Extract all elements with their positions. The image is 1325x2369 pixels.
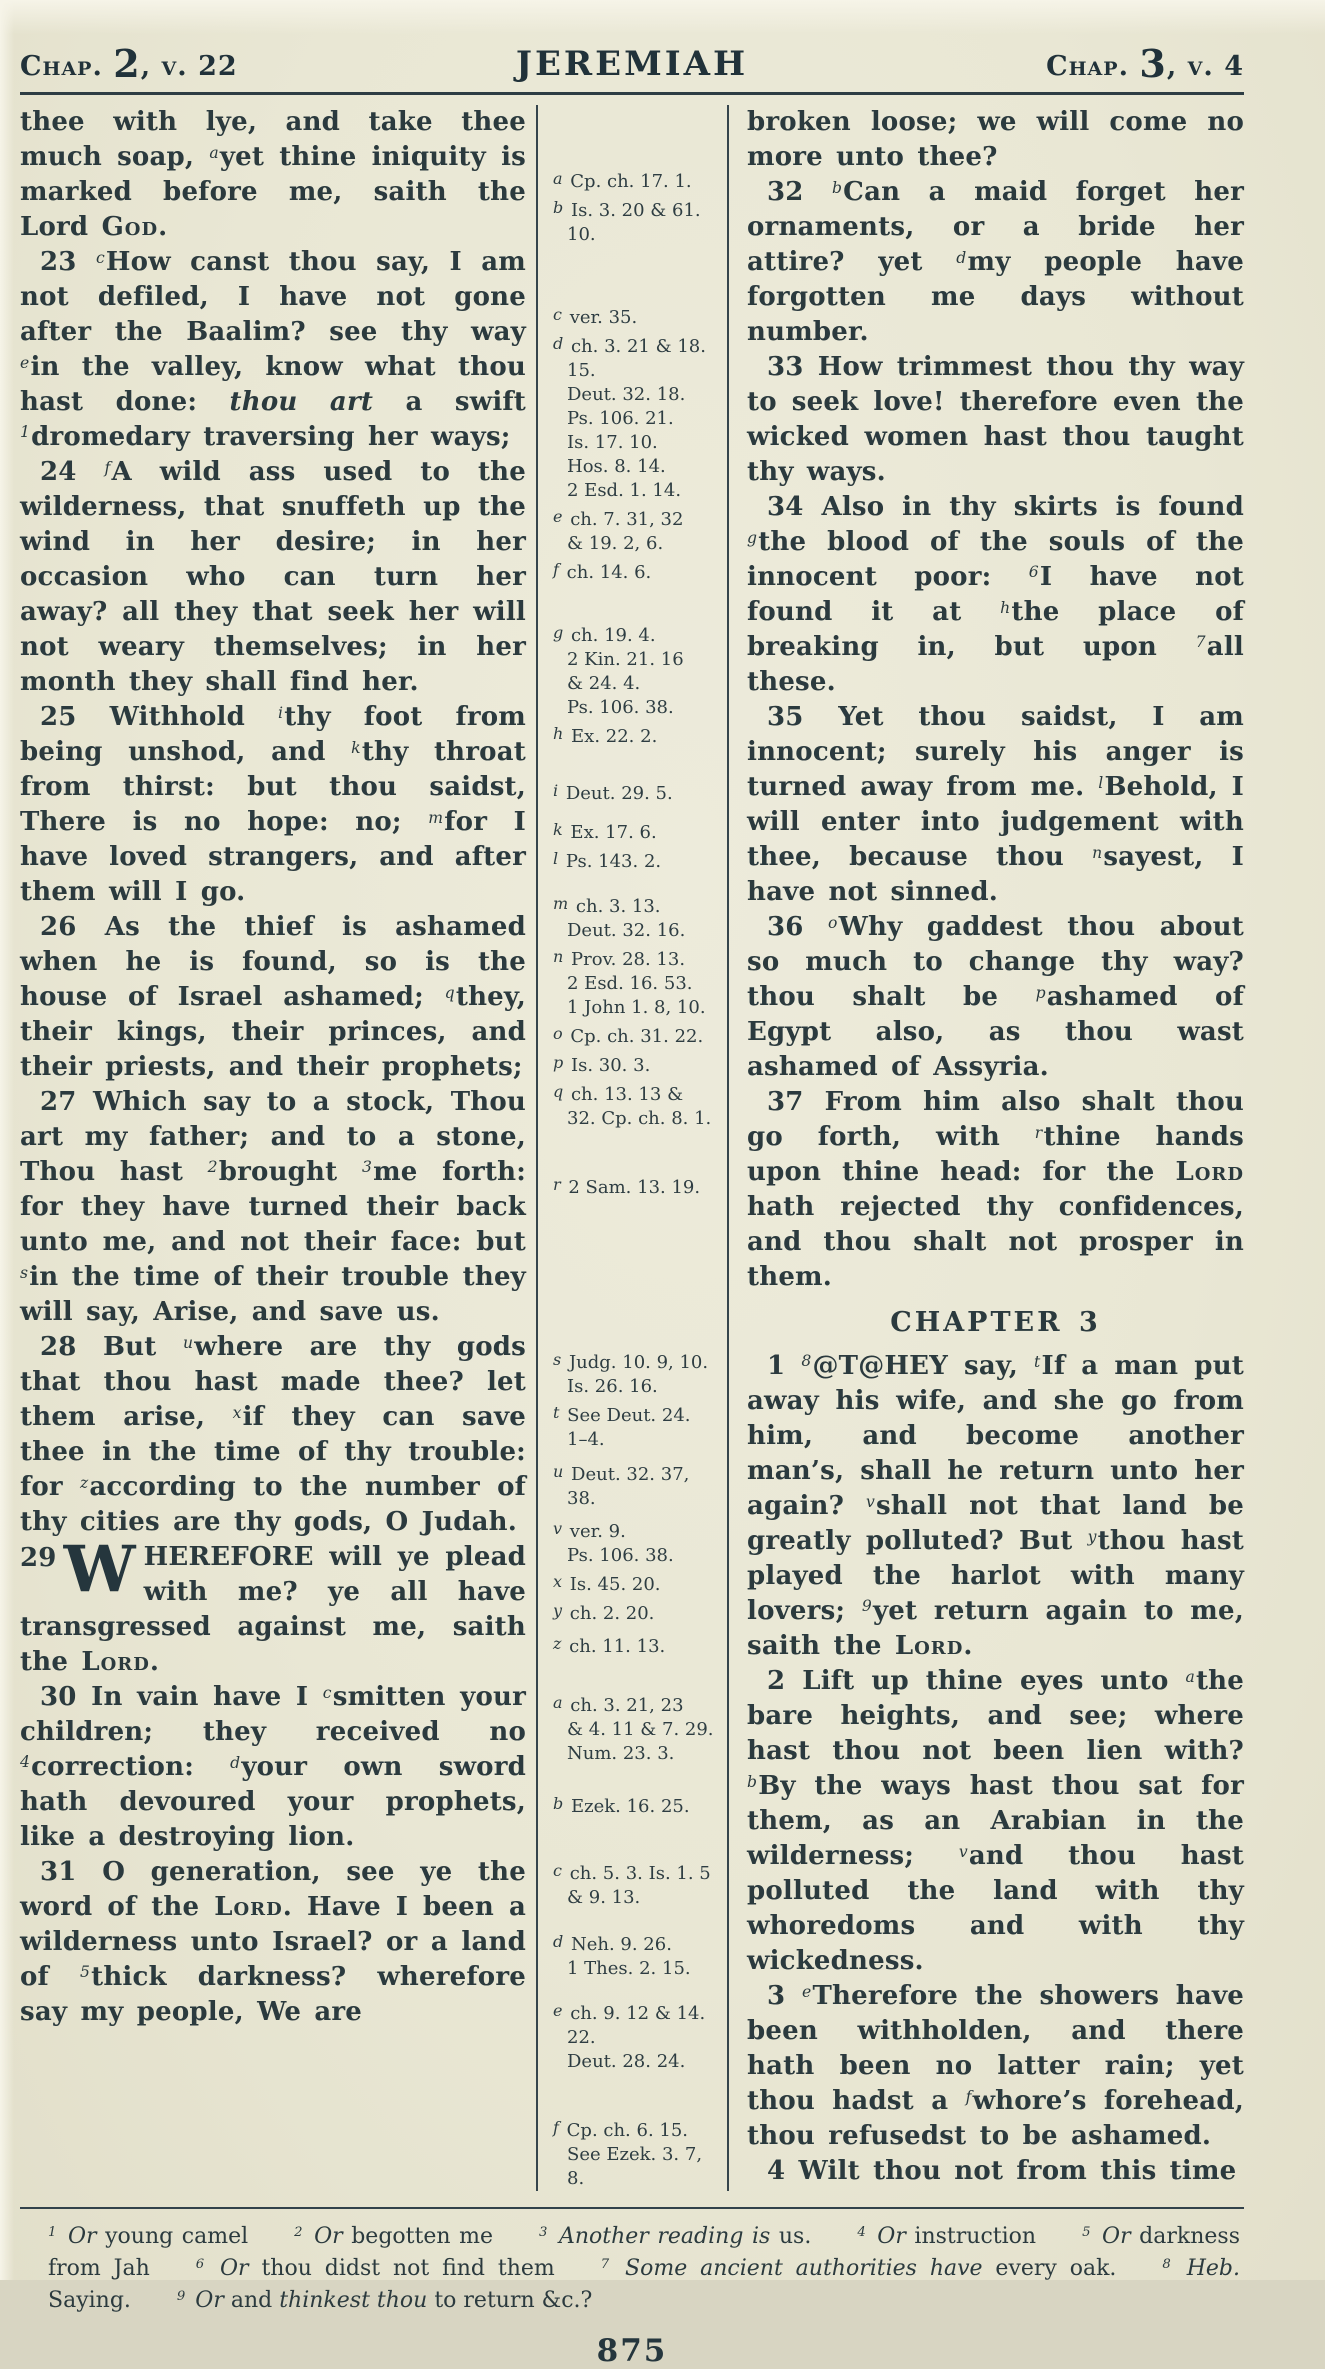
cross-reference-entry: e ch. 7. 31, 32 & 19. 2, 6. xyxy=(553,507,684,554)
verse-paragraph: 35 Yet thou saidst, I am innocent; surely his anger is turned away from me. $^l$Behold, I will enter into judgement with thee, because thou $^n$sayest, I have not sinned. xyxy=(747,702,1245,907)
cross-ref-letter: c xyxy=(553,1861,562,1880)
cross-ref-marker: r xyxy=(1034,1124,1043,1142)
cross-reference-entry: d ch. 3. 21 & 18. 15. Deut. 32. 18. Ps. 106. 21. Is. 17. 10. Hos. 8. 14. 2 Esd. 1. 14. xyxy=(553,334,706,501)
chapter-heading: CHAPTER 3 xyxy=(890,1307,1101,1338)
footnote-marker: 9 xyxy=(861,1597,872,1615)
cross-ref-letter: y xyxy=(553,1601,563,1620)
cross-reference-entry: n Prov. 28. 13. 2 Esd. 16. 53. 1 John 1. 8, 10. xyxy=(553,947,706,1018)
cross-ref-marker: b xyxy=(831,179,843,197)
cross-ref-letter: m xyxy=(553,894,569,913)
footnote-marker: 7 xyxy=(1195,633,1206,651)
cross-reference-entry: y ch. 2. 20. xyxy=(553,1601,655,1624)
text-columns xyxy=(20,105,1244,2191)
footnote-marker: 1 xyxy=(20,423,31,441)
cross-ref-marker: b xyxy=(747,1773,758,1791)
footnote: $^1$ Or young camel xyxy=(48,2224,249,2249)
cross-ref-marker: p xyxy=(1035,984,1046,1002)
footnote: $^6$ Or thou didst not find them xyxy=(195,2256,555,2281)
verse-continuation: thee with lye, and take thee much soap, $^a$yet thine iniquity is marked before me, saith the Lord God. xyxy=(20,107,527,242)
verse-paragraph: 29 W HEREFORE will ye plead with me? ye all have transgressed against me, saith the Lord. xyxy=(20,1532,526,1677)
cross-ref-letter: v xyxy=(553,1519,563,1538)
cross-reference-entry: c ch. 5. 3. Is. 1. 5 & 9. 13. xyxy=(553,1861,711,1908)
cross-ref-letter: p xyxy=(553,1053,564,1072)
footnote-number: 3 xyxy=(538,2225,548,2240)
book-title: JEREMIAH xyxy=(515,44,749,84)
cross-reference-entry: x Is. 45. 20. xyxy=(553,1572,661,1595)
footnote: $^8$ Heb. Saying. xyxy=(48,2256,1240,2313)
cross-ref-marker: h xyxy=(1000,599,1011,617)
verse-paragraph: 31 O generation, see ye the word of the Lord. Have I been a wilderness unto Israel? or a land of $^5$thick darkness? wherefore say my people, We are xyxy=(20,1857,527,2027)
footnote: $^2$ Or begotten me xyxy=(294,2224,493,2249)
verse-paragraph: 37 From him also shalt thou go forth, with $^r$thine hands upon thine head: for the Lord hath rejected thy confidences, and thou shalt not prosper in them. xyxy=(747,1087,1244,1292)
verse-paragraph: 34 Also in thy skirts is found $^g$the blood of the souls of the innocent poor: $^6$I have not found it at $^h$the place of breaking in, but upon $^7$all these. xyxy=(747,492,1245,697)
footnote-marker: 6 xyxy=(1028,563,1039,581)
footnote-number: 2 xyxy=(294,2225,303,2240)
verse-paragraph: 3 $^e$Therefore the showers have been withholden, and there hath been no latter rain; yet thou hadst a $^f$whore’s forehead, thou refusedst to be ashamed. xyxy=(747,1981,1244,2151)
footnote-number: 8 xyxy=(1162,2257,1171,2272)
footnote-number: 6 xyxy=(195,2257,205,2272)
cross-ref-marker: v xyxy=(866,1493,876,1511)
verse-paragraph: 26 As the thief is ashamed when he is found, so is the house of Israel ashamed; $^q$they, their kings, their princes, and their priests, and their prophets; xyxy=(20,912,526,1082)
cross-reference-entry: b Is. 3. 20 & 61. 10. xyxy=(553,198,701,245)
cross-ref-marker: y xyxy=(1087,1528,1097,1546)
page-content xyxy=(20,41,1245,2369)
verse-paragraph: 2 Lift up thine eyes unto $^a$the bare heights, and see; where hast thou not been lien with? $^b$By the ways hast thou sat for them, as an Arabian in the wilderness; $^v$and thou hast polluted the land with thy whoredoms and with thy wickedness. xyxy=(747,1666,1244,1976)
drop-cap-letter: W xyxy=(63,1532,136,1607)
footnote-number: 4 xyxy=(857,2225,866,2240)
cross-ref-letter: b xyxy=(553,198,564,217)
cross-ref-marker: a xyxy=(1185,1668,1195,1686)
cross-ref-marker: c xyxy=(95,249,105,267)
running-head-left-chapter: Chap. 2, v. 22 xyxy=(20,41,238,86)
cross-reference-entry: e ch. 9. 12 & 14. 22. Deut. 28. 24. xyxy=(553,2001,706,2072)
cross-ref-letter: b xyxy=(553,1794,564,1813)
cross-reference-entry: f Cp. ch. 6. 15. See Ezek. 3. 7, 8. xyxy=(553,2118,703,2189)
cross-reference-entry: t See Deut. 24. 1–4. xyxy=(553,1403,691,1450)
cross-reference-entry: d Neh. 9. 26. 1 Thes. 2. 15. xyxy=(553,1932,691,1979)
footnote-rule xyxy=(20,2207,1244,2209)
verse-paragraph: 4 Wilt thou not from this time xyxy=(767,2156,1237,2186)
cross-ref-letter: e xyxy=(553,2001,563,2020)
running-head xyxy=(20,41,1244,86)
cross-reference-entry: s Judg. 10. 9, 10. Is. 26. 16. xyxy=(553,1350,709,1397)
footnote-number: 9 xyxy=(176,2289,186,2304)
footnote-marker: 3 xyxy=(361,1158,373,1176)
verse-paragraph: 30 In vain have I $^c$smitten your children; they received no $^4$correction: $^d$your own sword hath devoured your prophets, like a destroying lion. xyxy=(20,1682,527,1852)
cross-ref-letter: k xyxy=(553,820,563,839)
cross-ref-marker: l xyxy=(1098,774,1104,792)
cross-ref-marker: q xyxy=(444,984,455,1002)
cross-ref-marker: u xyxy=(182,1334,194,1352)
cross-ref-letter: t xyxy=(553,1403,560,1422)
cross-ref-letter: r xyxy=(553,1175,561,1194)
verse-paragraph: 33 How trimmest thou thy way to seek love! therefore even the wicked women hast thou taught thy ways. xyxy=(747,352,1244,487)
cross-ref-marker: s xyxy=(20,1264,29,1282)
cross-reference-entry: a ch. 3. 21, 23 & 4. 11 & 7. 29. Num. 23. 3. xyxy=(553,1693,714,1764)
footnote-number: 1 xyxy=(48,2225,57,2240)
cross-ref-marker: t xyxy=(1034,1353,1041,1371)
verse-paragraph: 1 $^8$@T@HEY say, $^t$If a man put away his wife, and she go from him, and become another man’s, shall he return unto her again? $^v$shall not that land be greatly polluted? But $^y$thou hast played the harlot with many lovers; $^9$yet return again to me, saith the Lord. xyxy=(747,1351,1245,1661)
verse-paragraph: 23 $^c$How canst thou say, I am not defiled, I have not gone after the Baalim? see thy way $^e$in the valley, know what thou hast done: thou art a swift $^1$dromedary traversing her ways; xyxy=(20,247,526,452)
footnotes-block xyxy=(20,2221,1244,2317)
cross-ref-letter: h xyxy=(553,724,564,743)
header-rule xyxy=(20,92,1244,95)
cross-ref-letter: g xyxy=(553,623,564,642)
cross-ref-letter: o xyxy=(553,1024,563,1043)
cross-reference-entry: q ch. 13. 13 & 32. Cp. ch. 8. 1. xyxy=(553,1082,712,1129)
cross-ref-letter: a xyxy=(553,169,563,188)
cross-ref-marker: c xyxy=(322,1684,332,1702)
cross-ref-letter: d xyxy=(553,1932,564,1951)
cross-reference-entry: z ch. 11. 13. xyxy=(553,1634,666,1657)
cross-ref-marker: k xyxy=(351,739,361,757)
cross-ref-marker: d xyxy=(956,249,967,267)
cross-ref-letter: f xyxy=(553,560,559,579)
cross-ref-marker: x xyxy=(232,1404,242,1422)
verse-drop-cap xyxy=(20,1532,136,1607)
cross-reference-entry: g ch. 19. 4. 2 Kin. 21. 16 & 24. 4. Ps. 106. 38. xyxy=(553,623,684,718)
verse-number: 29 xyxy=(20,1543,57,1573)
cross-ref-letter: e xyxy=(553,507,563,526)
verse-continuation: broken loose; we will come no more unto thee? xyxy=(747,107,1244,172)
verse-paragraph: 24 $^f$A wild ass used to the wilderness, that snuffeth up the wind in her desire; in her occasion who can turn her away? all they that seek her will not weary themselves; in her month they shall find her. xyxy=(20,457,526,697)
cross-ref-marker: e xyxy=(20,354,30,372)
cross-ref-letter: f xyxy=(553,2118,559,2137)
footnote: $^9$ Or and thinkest thou to return &c.? xyxy=(176,2288,593,2313)
cross-ref-marker: z xyxy=(79,1474,89,1492)
cross-ref-letter: a xyxy=(553,1693,563,1712)
footnote-number: 7 xyxy=(600,2257,610,2272)
verse-paragraph: 25 Withhold $^i$thy foot from being unshod, and $^k$thy throat from thirst: but thou saidst, There is no hope: no; $^m$for I have loved strangers, and after them will I go. xyxy=(20,702,526,907)
cross-reference-entry: p Is. 30. 3. xyxy=(553,1053,651,1076)
cross-ref-marker: e xyxy=(802,1983,812,2001)
cross-ref-marker: v xyxy=(958,1843,968,1861)
footnote-marker: 4 xyxy=(20,1753,31,1771)
cross-ref-marker: o xyxy=(828,914,838,932)
cross-ref-letter: x xyxy=(553,1572,563,1591)
cross-ref-marker: f xyxy=(965,2088,972,2106)
verse-paragraph: 28 But $^u$where are thy gods that thou hast made thee? let them arise, $^x$if they can save thee in the time of thy trouble: for $^z$according to the number of thy cities are thy gods, O Judah. xyxy=(20,1332,527,1537)
cross-ref-letter: c xyxy=(553,305,562,324)
cross-reference-entry: k Ex. 17. 6. xyxy=(553,820,657,843)
footnote: $^7$ Some ancient authorities have every oak. xyxy=(600,2256,1117,2281)
verse-paragraph: 32 $^b$Can a maid forget her ornaments, or a bride her attire? yet $^d$my people have forgotten me days without number. xyxy=(747,177,1244,347)
footnote-number: 5 xyxy=(1082,2225,1091,2240)
cross-reference-column xyxy=(536,105,729,2191)
cross-ref-letter: q xyxy=(553,1082,564,1101)
cross-ref-letter: u xyxy=(553,1462,564,1481)
cross-reference-entry: o Cp. ch. 31. 22. xyxy=(553,1024,704,1047)
cross-ref-letter: s xyxy=(553,1350,562,1369)
cross-ref-marker: n xyxy=(1092,844,1103,862)
cross-ref-letter: l xyxy=(553,849,559,868)
cross-ref-marker: m xyxy=(428,809,444,827)
footnote-marker: 8 xyxy=(801,1352,812,1370)
cross-ref-marker: g xyxy=(747,529,758,547)
cross-ref-marker: a xyxy=(209,144,219,162)
cross-ref-letter: z xyxy=(553,1634,562,1653)
cross-ref-letter: d xyxy=(553,334,564,353)
verse-paragraph: 27 Which say to a stock, Thou art my father; and to a stone, Thou hast $^2$brought $^3$me forth: for they have turned their back unto me, and not their face: but $^s$in the time of their trouble they will say, Arise, and save us. xyxy=(20,1087,527,1327)
cross-reference-entry: v ver. 9. Ps. 106. 38. xyxy=(553,1519,674,1566)
cross-reference-entry: c ver. 35. xyxy=(553,305,638,328)
cross-reference-entry: i Deut. 29. 5. xyxy=(553,781,673,804)
cross-reference-entry: r 2 Sam. 13. 19. xyxy=(553,1175,701,1198)
cross-reference-entry: f ch. 14. 6. xyxy=(553,560,652,583)
footnote: $^4$ Or instruction xyxy=(857,2224,1037,2249)
footnote-marker: 2 xyxy=(207,1158,218,1176)
cross-ref-marker: f xyxy=(104,459,111,477)
footnote: $^5$ Or darkness from Jah xyxy=(48,2224,1240,2281)
verse-paragraph: 36 $^o$Why gaddest thou about so much to change thy way? thou shalt be $^p$ashamed of Egypt also, as thou wast ashamed of Assyria. xyxy=(747,912,1244,1082)
cross-reference-entry: m ch. 3. 13. Deut. 32. 16. xyxy=(553,894,686,941)
right-text-column xyxy=(729,105,1244,2191)
cross-reference-entry: b Ezek. 16. 25. xyxy=(553,1794,690,1817)
cross-ref-marker: i xyxy=(278,704,284,722)
left-text-column xyxy=(20,105,526,2191)
footnote-marker: 5 xyxy=(79,1963,91,1981)
cross-reference-entry: l Ps. 143. 2. xyxy=(553,849,662,872)
cross-reference-entry: h Ex. 22. 2. xyxy=(553,724,658,747)
footnote: $^3$ Another reading is us. xyxy=(538,2224,812,2249)
cross-ref-letter: i xyxy=(553,781,559,800)
page-number: 875 xyxy=(596,2333,668,2369)
cross-ref-letter: n xyxy=(553,947,564,966)
cross-reference-entry: u Deut. 32. 37, 38. xyxy=(553,1462,690,1509)
cross-reference-entry: a Cp. ch. 17. 1. xyxy=(553,169,692,192)
running-head-right-chapter: Chap. 3, v. 4 xyxy=(1046,41,1244,86)
cross-ref-marker: d xyxy=(230,1754,241,1772)
